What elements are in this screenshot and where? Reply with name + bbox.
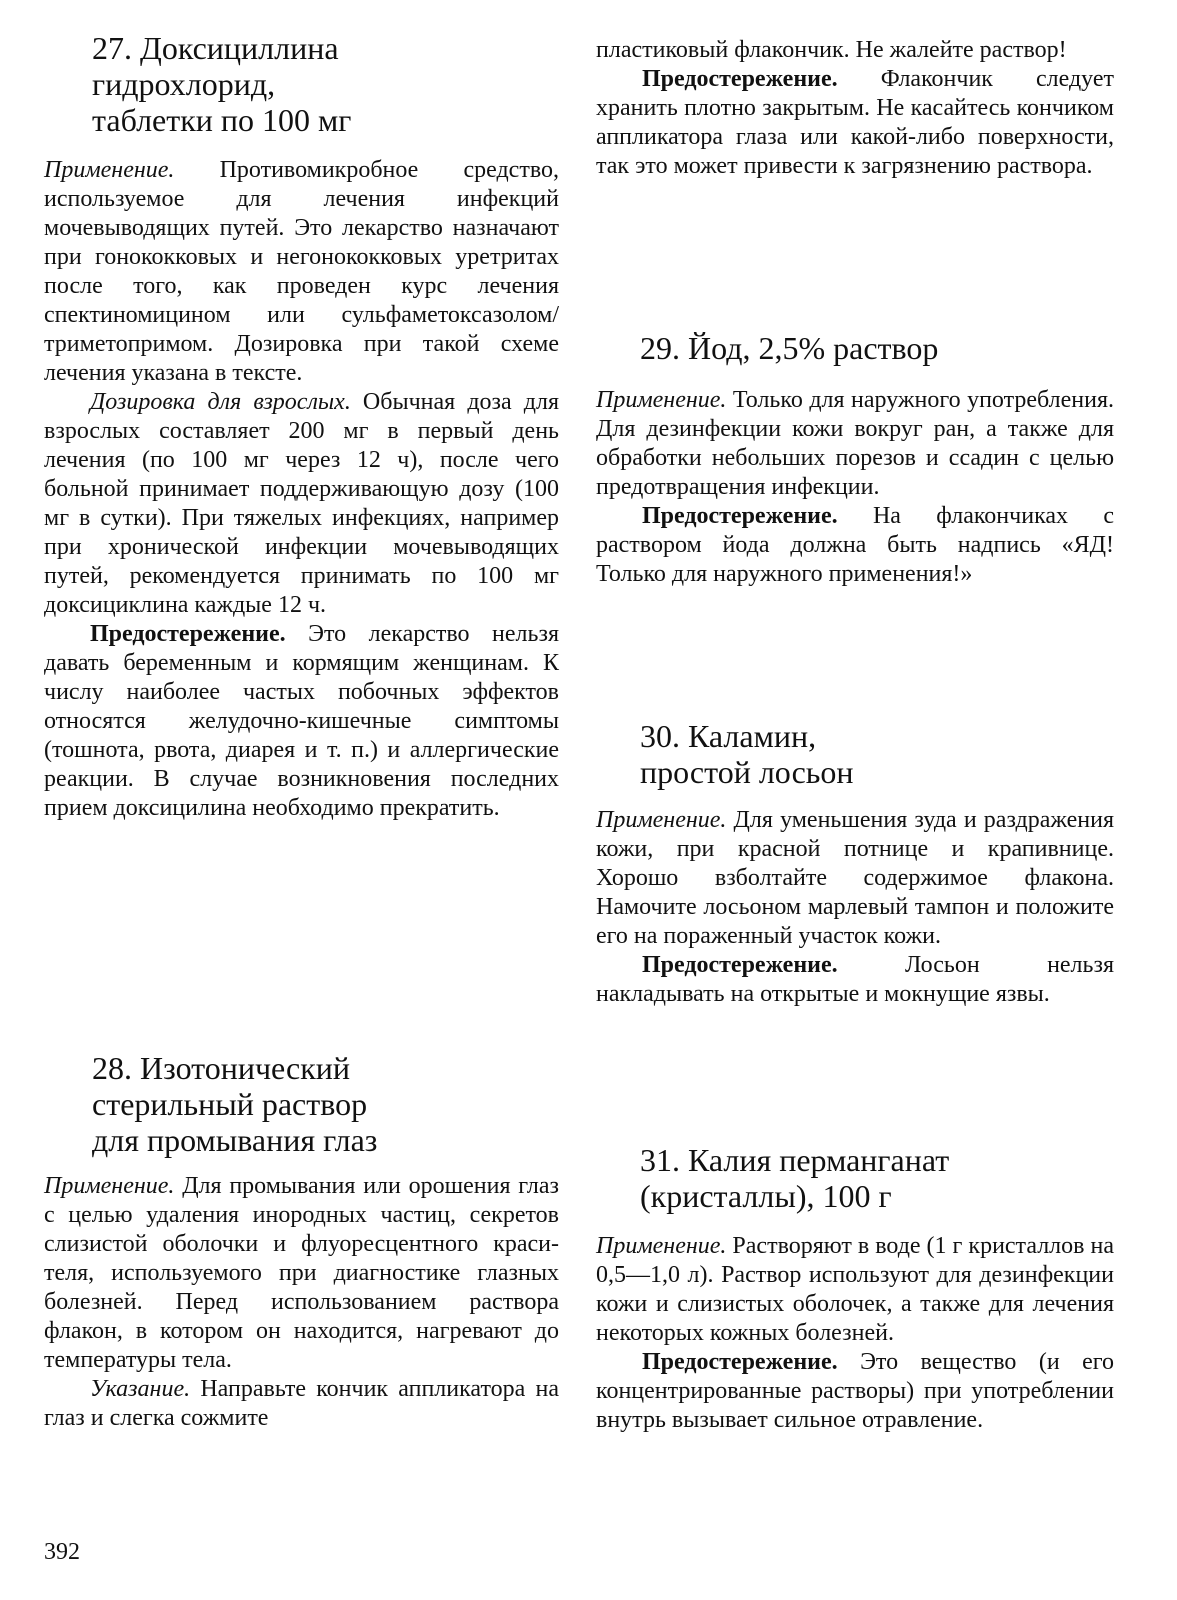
section-27-title-line: гидрохлорид, (92, 66, 276, 102)
usage-text: Для уменьшения зуда и раздражения кожи, при красной потнице и крапивнице. Хорошо взболтайте содержимое флакона. Намочите лосьоном марлевый тампон и положите его на пораженный участок кожи. (596, 807, 1114, 949)
section-27-dosage (44, 388, 559, 620)
section-31-caution (596, 1348, 1114, 1435)
usage-label: Применение. (44, 157, 175, 183)
caution-text: Это вещество (и его концентрированные растворы) при употреблении внутрь вызывает сильное отравление. (596, 1349, 1114, 1433)
caution-text: Это лекарство нельзя давать беременным и кормящим женщинам. К числу наиболее частых побочных эффектов относятся желудочно-кишечные симптомы (тошнота, рвота, диарея и т. п.) и аллергические реакции. В случае возникновения последних прием доксицилина необходимо прекратить. (44, 621, 559, 821)
dosage-text: Обычная доза для взрослых составляет 200 мг в первый день лечения (по 100 мг через 12 ч), после чего больной принимает поддерживающую дозу (100 мг в сутки). При тяжелых инфекциях, например при хронической инфекции мочевыводящих путей, рекомендуется принимать по 100 мг доксициклина каждые 12 ч. (44, 389, 559, 618)
section-31-title (596, 1142, 1114, 1214)
caution-label: Предостережение. (642, 952, 838, 978)
section-29 (596, 330, 1114, 589)
section-28-note (44, 1375, 559, 1433)
section-30-caution (596, 951, 1114, 1009)
usage-label: Применение. (596, 387, 727, 413)
usage-label: Применение. (44, 1173, 175, 1199)
section-28-title-line: стерильный раствор (92, 1086, 368, 1122)
usage-text: Только для наружного употребления. Для дезинфекции кожи вокруг ран, а также для обработки небольших порезов и ссадин с целью предотвращения инфекции. (596, 387, 1114, 500)
section-27-caution (44, 620, 559, 823)
note-text: Направьте кончик аппликатора на глаз и слегка сожмите (44, 1376, 559, 1431)
section-27-title-line: таблетки по 100 мг (92, 102, 352, 138)
note-label: Указание. (90, 1376, 191, 1402)
section-29-title (596, 330, 1114, 366)
section-28-usage (44, 1172, 559, 1375)
usage-label: Применение. (596, 1233, 727, 1259)
section-29-caution (596, 502, 1114, 589)
section-31 (596, 1142, 1114, 1435)
section-31-title-line: 31. Калия перманганат (640, 1142, 950, 1178)
section-28-title-line: для промывания глаз (92, 1122, 378, 1158)
section-30 (596, 718, 1114, 1009)
usage-label: Применение. (596, 807, 727, 833)
usage-text: Для промывания или орошения глаз с целью удаления инородных частиц, секретов слизистой оболочки и флуоресцентного красителя, используемого при диагностике глазных болезней. Перед использованием раствора флакон, в котором он находится, нагревают до температуры тела. (44, 1173, 559, 1373)
caution-label: Предостережение. (642, 1349, 838, 1375)
caution-text: На флакончиках с раствором йода должна быть надпись «ЯД! Только для наружного применения!» (596, 503, 1114, 587)
section-27-title-line: 27. Доксициллина (92, 30, 339, 66)
section-29-title-line: 29. Йод, 2,5% раствор (640, 330, 939, 366)
section-28-caution (596, 65, 1114, 181)
section-29-usage (596, 386, 1114, 502)
caution-text: Флакончик следует хранить плотно закрытым. Не касайтесь кончиком аппликатора глаза или какой-либо поверхности, так это может привести к загрязнению раствора. (596, 66, 1114, 179)
section-28 (44, 1050, 559, 1433)
section-28-continued-text: пластиковый флакончик. Не жалейте раствор! (596, 37, 1067, 63)
section-30-title-line: простой лосьон (640, 754, 854, 790)
caution-text: Лосьон нельзя накладывать на открытые и мокнущие язвы. (596, 952, 1114, 1007)
section-27-usage (44, 156, 559, 388)
caution-label: Предостережение. (642, 66, 838, 92)
section-28-continued (596, 36, 1114, 181)
section-31-title-line: (кристаллы), 100 г (640, 1178, 892, 1214)
section-28-title (44, 1050, 559, 1158)
caution-label: Предостережение. (642, 503, 838, 529)
section-28-title-line: 28. Изотонический (92, 1050, 351, 1086)
section-30-title-line: 30. Каламин, (640, 718, 817, 754)
usage-text: Противомикробное средство, используемое для лечения инфекций мочевыводящих путей. Это лекарство назначают при гонококковых и негонококковых уретритах после того, как проведен курс лечения спектиномицином или сульфаметоксазолом/триметопримом. Дозировка при такой схеме лечения указана в тексте. (44, 157, 559, 386)
section-30-usage (596, 806, 1114, 951)
dosage-label: Дозировка для взрослых. (90, 389, 351, 415)
usage-text: Растворяют в воде (1 г кристаллов на 0,5—1,0 л). Раствор используют для дезинфекции кожи и слизистых оболочек, а также для лечения некоторых кожных болезней. (596, 1233, 1114, 1346)
section-27 (44, 30, 559, 823)
section-30-title (596, 718, 1114, 790)
section-27-title (44, 30, 559, 138)
section-31-usage (596, 1232, 1114, 1348)
page-number: 392 (44, 1539, 80, 1565)
caution-label: Предостережение. (90, 621, 286, 647)
